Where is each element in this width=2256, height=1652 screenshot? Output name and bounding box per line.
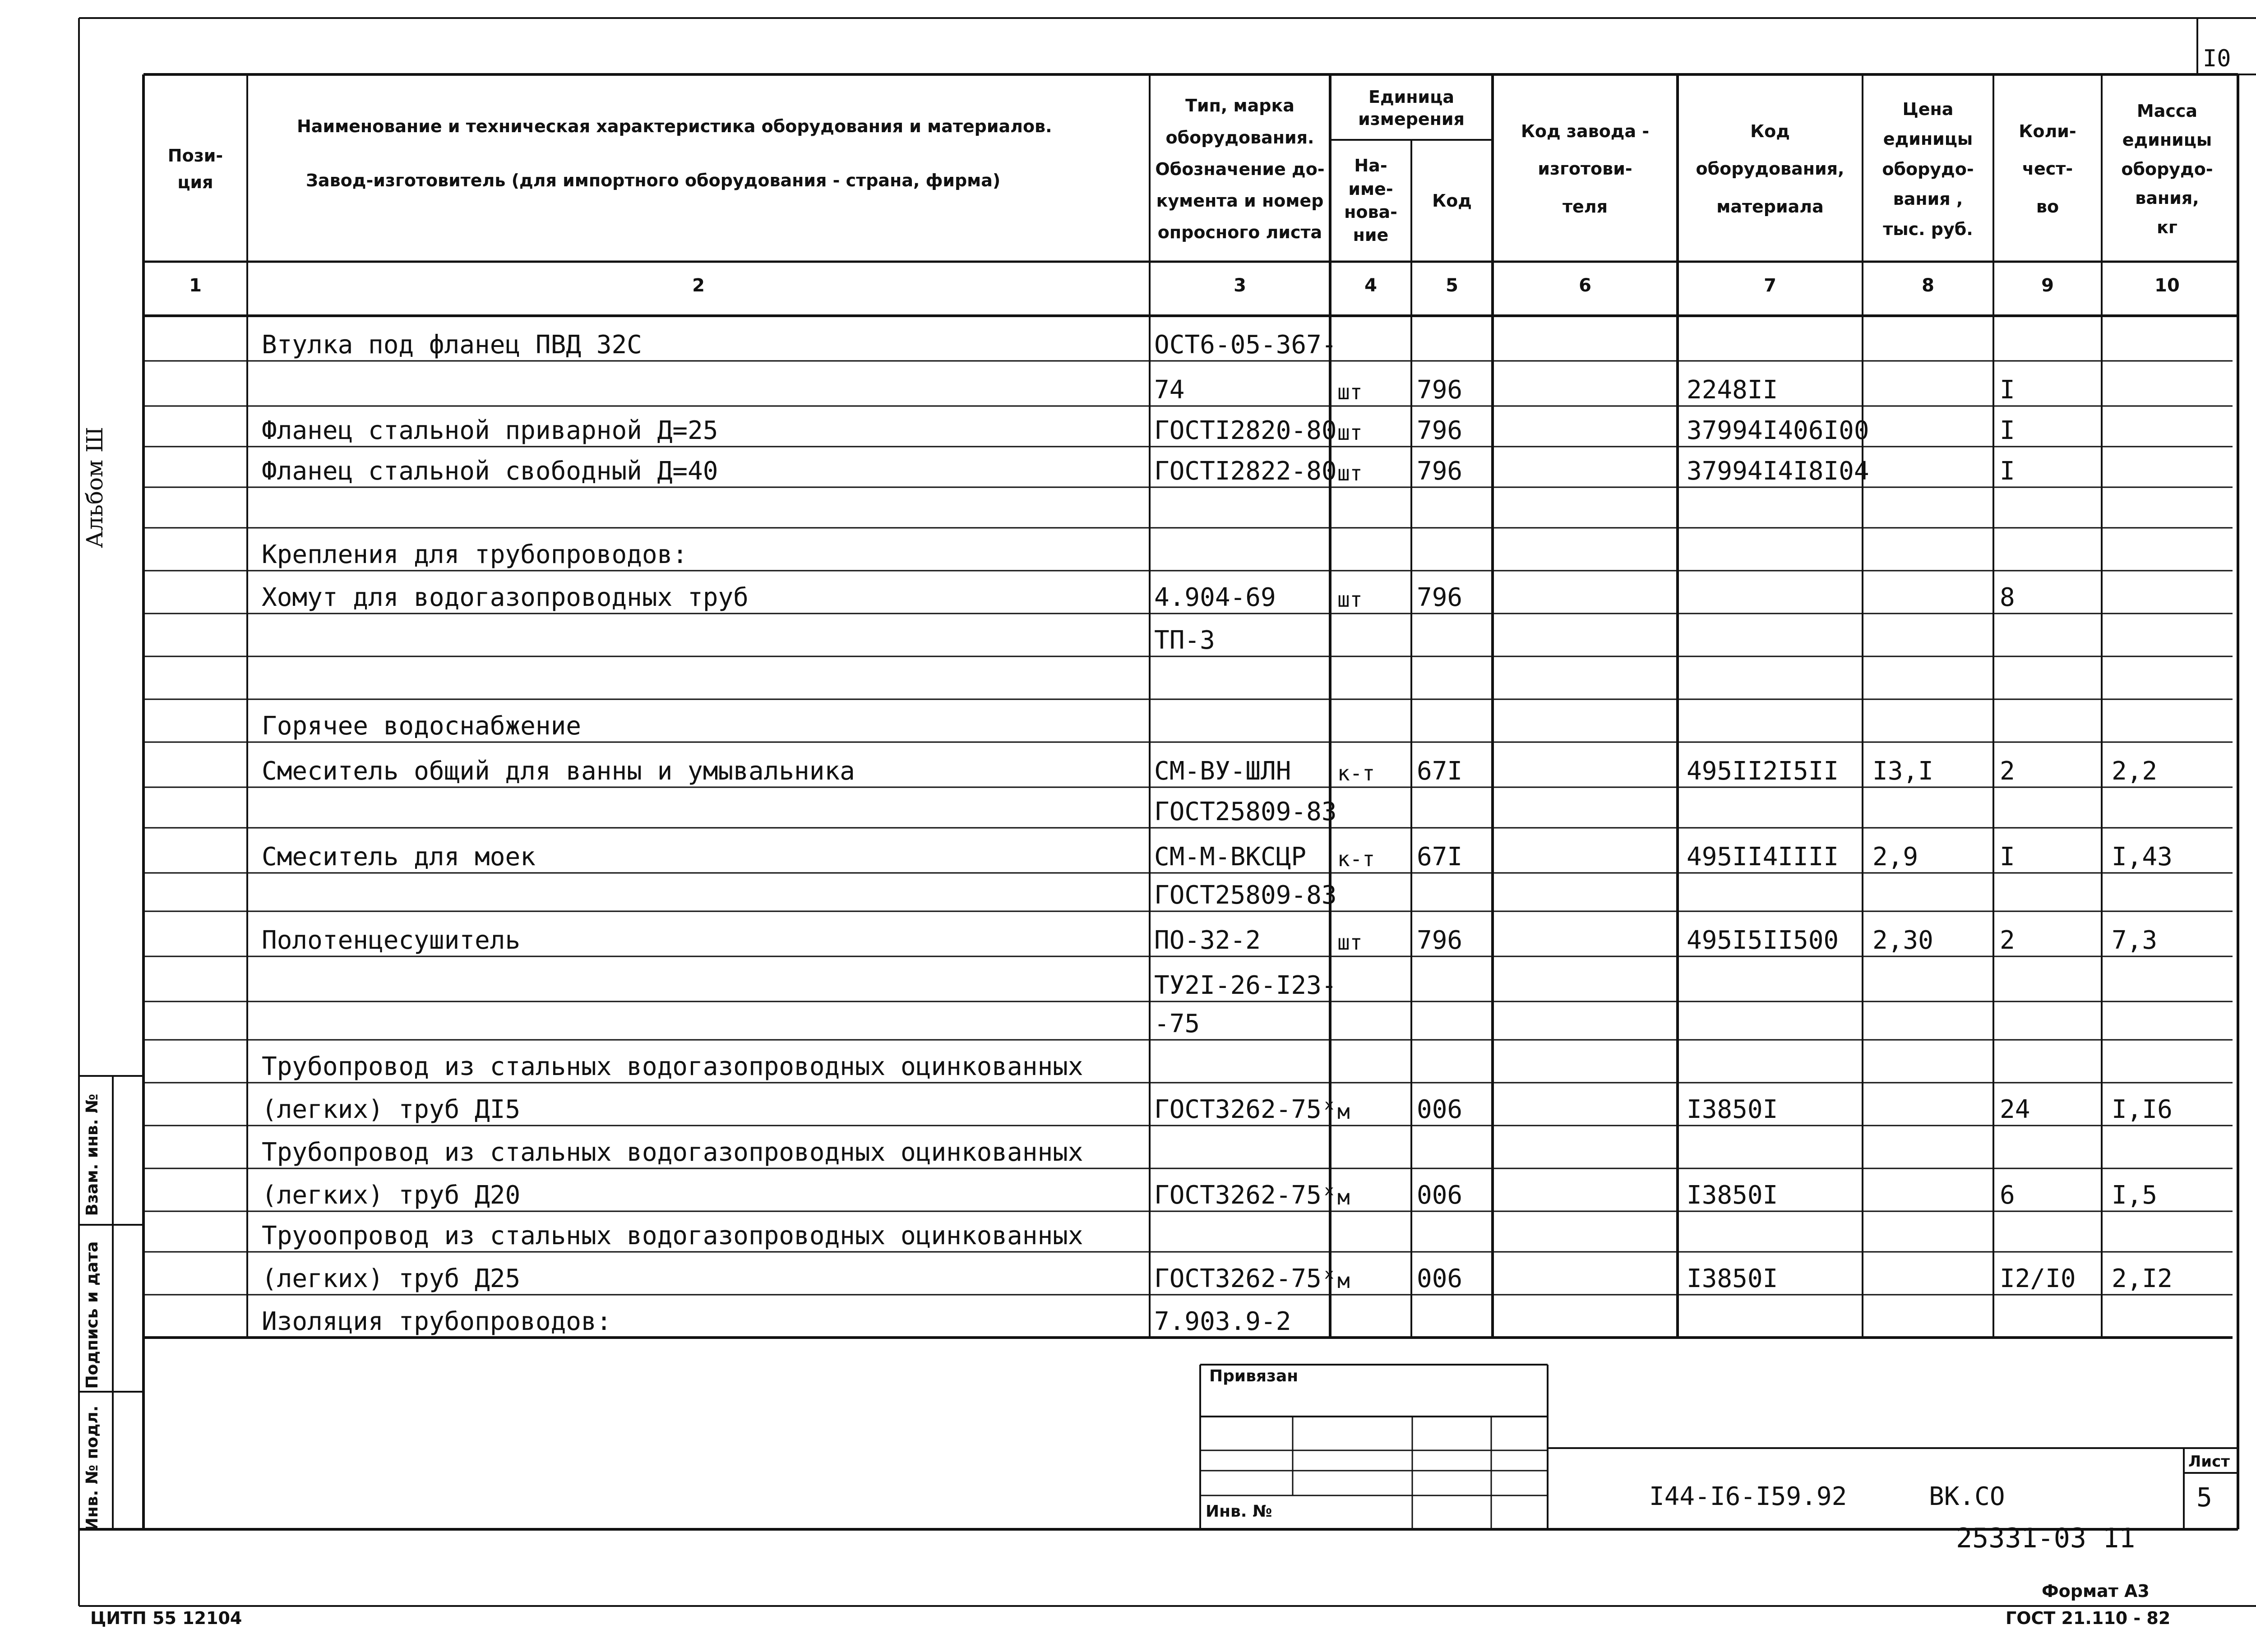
sheet-label: Лист (2188, 1453, 2230, 1471)
item-mass: 2,I2 (2112, 1264, 2173, 1293)
item-quantity: 8 (2000, 583, 2015, 612)
column-number-7: 7 (1764, 275, 1776, 296)
item-mass: 2,2 (2112, 757, 2158, 786)
item-document: ТУ2I-26-I23- (1154, 971, 1337, 1000)
item-quantity: I (2000, 457, 2015, 486)
item-document: -75 (1154, 1009, 1200, 1038)
item-quantity: I (2000, 416, 2015, 445)
item-unit-code: 67I (1417, 757, 1463, 786)
column-number-5: 5 (1446, 275, 1458, 296)
item-quantity: I (2000, 842, 2015, 872)
side-caption: Альбом Ш (82, 427, 108, 548)
archive-number: 25331-03 11 (1956, 1523, 2136, 1554)
item-name: Крепления для трубопроводов: (262, 540, 688, 569)
item-unit: к-т (1337, 761, 1375, 785)
item-mass: 7,3 (2112, 926, 2158, 955)
column-number-10: 10 (2154, 275, 2180, 296)
item-mass: I,5 (2112, 1181, 2158, 1210)
footer-format: Формат А3 (2042, 1581, 2150, 1601)
item-name: Фланец стальной свободный Д=40 (262, 457, 718, 486)
column-number-2: 2 (692, 275, 705, 296)
item-document: ГОСТ3262-75ˣ (1154, 1095, 1337, 1124)
item-unit-code: 67I (1417, 842, 1463, 872)
item-document: СМ-М-ВКСЦР (1154, 842, 1307, 872)
stamp-privyazan: Привязан (1209, 1367, 1299, 1385)
document-mark: ВК.СО (1929, 1482, 2005, 1511)
item-price: I3,I (1872, 757, 1933, 786)
item-document: 7.903.9-2 (1154, 1307, 1291, 1336)
item-unit-code: 796 (1417, 375, 1463, 405)
item-unit-code: 796 (1417, 583, 1463, 612)
strip-signature-date: Подпись и дата (83, 1241, 102, 1389)
item-name: Трубопровод из стальных водогазопроводных оцинкованных (262, 1138, 1083, 1167)
item-quantity: 2 (2000, 926, 2015, 955)
footer-standard: ГОСТ 21.110 - 82 (2006, 1608, 2171, 1628)
item-document: ГОСТI2820-80 (1154, 416, 1337, 445)
column-number-9: 9 (2041, 275, 2054, 296)
stamp-inv-number: Инв. № (1206, 1502, 1272, 1521)
item-price: 2,30 (1872, 926, 1933, 955)
item-unit-code: 006 (1417, 1181, 1463, 1210)
item-document: ГОСТ25809-83 (1154, 881, 1337, 910)
item-unit-code: 796 (1417, 926, 1463, 955)
header-unit-group: Единица измерения (1358, 87, 1465, 129)
item-unit: шт (1337, 930, 1363, 955)
document-designation: I44-I6-I59.92 (1649, 1482, 1847, 1511)
header-mass: Масса единицы оборудо- вания, кг (2121, 101, 2213, 237)
item-unit: шт (1337, 587, 1363, 612)
item-price: 2,9 (1872, 842, 1919, 872)
item-equipment-code: 2248II (1687, 375, 1778, 405)
item-equipment-code: I3850I (1687, 1181, 1778, 1210)
item-document: ГОСТ25809-83 (1154, 797, 1337, 826)
item-name: Фланец стальной приварной Д=25 (262, 416, 718, 445)
item-unit: м (1337, 1269, 1350, 1293)
header-type-doc: Тип, марка оборудования. Обозначение до- кумента и номер опросного листа (1155, 96, 1325, 243)
item-unit: м (1337, 1099, 1350, 1124)
item-equipment-code: I3850I (1687, 1095, 1778, 1124)
item-equipment-code: 495II4IIII (1687, 842, 1839, 872)
header-position: Пози- ция (167, 146, 223, 192)
item-name: Изоляция трубопроводов: (262, 1307, 612, 1336)
item-name: (легких) труб Д25 (262, 1264, 521, 1293)
item-unit-code: 006 (1417, 1264, 1463, 1293)
strip-replacement-inv: Взам. инв. № (83, 1094, 102, 1216)
item-mass: I,43 (2112, 842, 2173, 872)
column-number-8: 8 (1922, 275, 1934, 296)
item-unit-code: 796 (1417, 416, 1463, 445)
item-name: Смеситель общий для ванны и умывальника (262, 757, 855, 786)
item-document: ГОСТ3262-75ˣ (1154, 1181, 1337, 1210)
item-equipment-code: I3850I (1687, 1264, 1778, 1293)
item-name: Хомут для водогазопроводных труб (262, 583, 749, 612)
item-quantity: 6 (2000, 1181, 2015, 1210)
header-unit-name: На- име- нова- ние (1344, 156, 1397, 245)
item-unit-code: 796 (1417, 457, 1463, 486)
item-unit: м (1337, 1185, 1350, 1209)
item-document: ТП-3 (1154, 626, 1215, 655)
footer-citp: ЦИТП 55 12104 (90, 1608, 242, 1628)
item-quantity: I (2000, 375, 2015, 405)
item-unit: к-т (1337, 847, 1375, 871)
item-mass: I,I6 (2112, 1095, 2173, 1124)
item-unit: шт (1337, 380, 1363, 404)
item-name: (легких) труб Д20 (262, 1181, 521, 1210)
header-name-line1: Наименование и техническая характеристика оборудования и материалов. (297, 116, 1052, 136)
column-number-3: 3 (1234, 275, 1246, 296)
item-name: Труоопровод из стальных водогазопроводных оцинкованных (262, 1221, 1083, 1251)
item-equipment-code: 37994I4I8I04 (1687, 457, 1869, 486)
item-document: ГОСТI2822-80 (1154, 457, 1337, 486)
strip-original-inv: Инв. № подл. (83, 1405, 102, 1532)
item-name: Смеситель для моек (262, 842, 536, 872)
item-equipment-code: 495I5II500 (1687, 926, 1839, 955)
column-number-4: 4 (1364, 275, 1377, 296)
item-name: (легких) труб ДI5 (262, 1095, 521, 1124)
header-equipment-code: Код оборудования, материала (1696, 121, 1845, 217)
header-quantity: Коли- чест- во (2019, 121, 2076, 217)
sheet-corner-number: I0 (2203, 45, 2231, 72)
column-number-6: 6 (1579, 275, 1591, 296)
item-document: 74 (1154, 375, 1185, 405)
item-name: Полотенцесушитель (262, 926, 521, 955)
item-document: 4.904-69 (1154, 583, 1276, 612)
header-name-line2: Завод-изготовитель (для импортного оборудования - страна, фирма) (306, 170, 1001, 190)
item-equipment-code: 37994I406I00 (1687, 416, 1869, 445)
item-document: ОСТ6-05-367- (1154, 330, 1337, 360)
item-document: ГОСТ3262-75ˣ (1154, 1264, 1337, 1293)
item-quantity: I2/I0 (2000, 1264, 2076, 1293)
item-unit: шт (1337, 461, 1363, 485)
item-name: Втулка под фланец ПВД 32С (262, 330, 642, 360)
item-unit: шт (1337, 420, 1363, 445)
item-unit-code: 006 (1417, 1095, 1463, 1124)
item-name: Трубопровод из стальных водогазопроводных оцинкованных (262, 1052, 1083, 1081)
header-unit-code: Код (1432, 190, 1472, 211)
column-number-1: 1 (189, 275, 202, 296)
item-document: СМ-ВУ-ШЛН (1154, 757, 1291, 786)
header-price: Цена единицы оборудо- вания , тыс. руб. (1882, 99, 1974, 239)
item-equipment-code: 495II2I5II (1687, 757, 1839, 786)
item-quantity: 24 (2000, 1095, 2030, 1124)
item-document: ПО-32-2 (1154, 926, 1261, 955)
item-name: Горячее водоснабжение (262, 711, 582, 741)
item-quantity: 2 (2000, 757, 2015, 786)
sheet-number: 5 (2196, 1482, 2212, 1513)
header-factory-code: Код завода - изготови- теля (1521, 121, 1650, 217)
